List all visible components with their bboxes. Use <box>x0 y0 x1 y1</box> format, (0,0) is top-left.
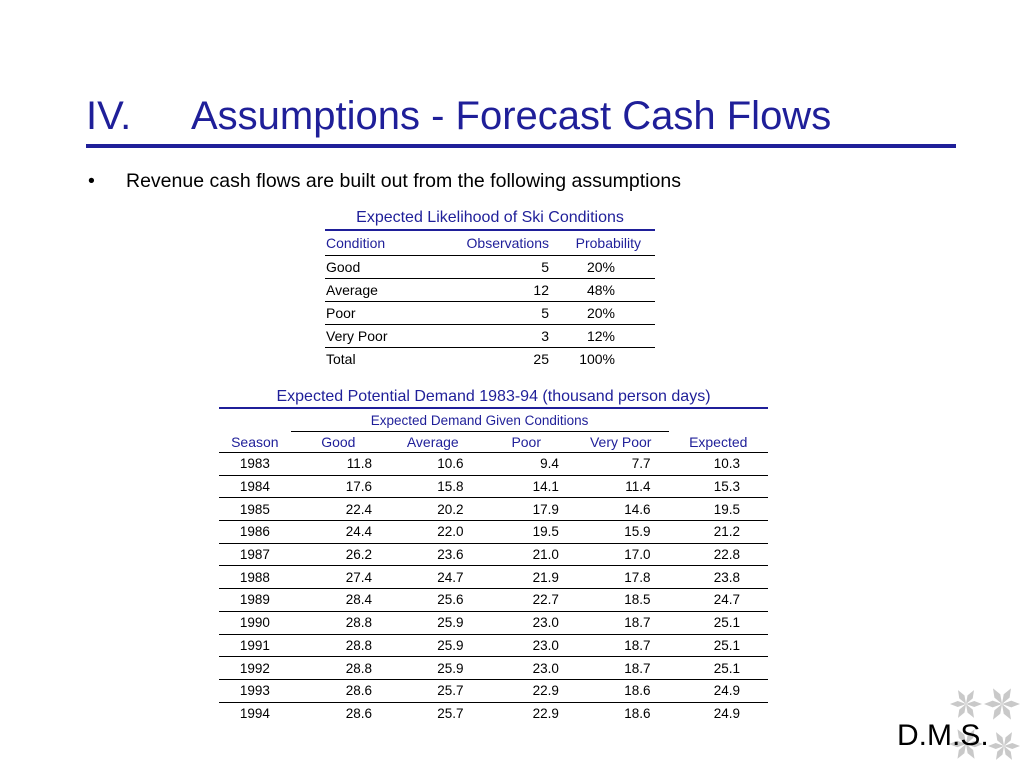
header-good: Good <box>291 432 386 453</box>
demand-table <box>219 386 768 724</box>
demand-row <box>219 543 768 566</box>
expected-cell: 25.1 <box>669 634 768 657</box>
expected-cell: 15.3 <box>669 475 768 498</box>
header-season: Season <box>219 432 291 453</box>
slide-title <box>86 92 831 140</box>
expected-cell: 25.1 <box>669 611 768 634</box>
season-cell: 1984 <box>219 475 291 498</box>
good-cell: 28.6 <box>345 705 373 721</box>
good-cell: 28.4 <box>291 589 386 612</box>
condition-cell: Poor <box>325 302 436 325</box>
good-cell: 28.8 <box>291 611 386 634</box>
title-underline <box>86 144 956 148</box>
season-cell: 1987 <box>219 543 291 566</box>
demand-row <box>219 702 768 724</box>
poor-cell: 22.7 <box>480 589 573 612</box>
poor-cell: 19.5 <box>480 521 573 544</box>
likelihood-table <box>325 207 655 370</box>
group-header: Expected Demand Given Conditions <box>291 409 669 432</box>
observations-cell: 12 <box>436 279 549 302</box>
very-poor-cell: 17.0 <box>573 543 669 566</box>
observations-cell: 3 <box>436 325 549 348</box>
poor-cell: 21.0 <box>480 543 573 566</box>
very-poor-cell: 18.7 <box>573 611 669 634</box>
header-probability: Probability <box>549 231 655 256</box>
likelihood-caption: Expected Likelihood of Ski Conditions <box>325 207 655 231</box>
expected-cell: 22.8 <box>669 543 768 566</box>
poor-cell: 14.1 <box>480 475 573 498</box>
poor-cell: 22.9 <box>480 679 573 702</box>
good-cell: 28.8 <box>291 634 386 657</box>
expected-cell: 19.5 <box>669 498 768 521</box>
season-cell: 1983 <box>219 453 291 476</box>
season-cell: 1994 <box>239 705 270 721</box>
average-cell: 25.9 <box>386 611 480 634</box>
bullet-point <box>88 170 681 193</box>
very-poor-cell: 18.6 <box>573 679 669 702</box>
average-cell: 25.6 <box>386 589 480 612</box>
very-poor-cell: 18.6 <box>624 705 651 721</box>
header-very-poor: Very Poor <box>573 432 669 453</box>
good-cell: 28.8 <box>291 657 386 680</box>
condition-cell: Very Poor <box>325 325 436 348</box>
likelihood-row <box>325 279 655 302</box>
demand-row <box>219 521 768 544</box>
very-poor-cell: 11.4 <box>573 475 669 498</box>
good-cell: 26.2 <box>291 543 386 566</box>
season-cell: 1986 <box>219 521 291 544</box>
average-cell: 22.0 <box>386 521 480 544</box>
demand-caption: Expected Potential Demand 1983-94 (thousand person days) <box>219 386 768 409</box>
season-cell: 1989 <box>219 589 291 612</box>
likelihood-row <box>325 302 655 325</box>
bullet-text: Revenue cash flows are built out from the following assumptions <box>126 170 681 192</box>
average-cell: 25.7 <box>437 705 464 721</box>
demand-row <box>219 611 768 634</box>
poor-cell: 17.9 <box>480 498 573 521</box>
good-cell: 24.4 <box>291 521 386 544</box>
section-number: IV. <box>86 94 132 138</box>
season-cell: 1992 <box>219 657 291 680</box>
poor-cell: 23.0 <box>480 657 573 680</box>
observations-cell: 25 <box>533 351 549 367</box>
observations-cell: 5 <box>436 256 549 279</box>
season-cell: 1991 <box>219 634 291 657</box>
expected-cell: 24.9 <box>713 705 740 721</box>
poor-cell: 23.0 <box>480 634 573 657</box>
very-poor-cell: 18.5 <box>573 589 669 612</box>
very-poor-cell: 18.7 <box>573 657 669 680</box>
very-poor-cell: 17.8 <box>573 566 669 589</box>
demand-row <box>219 453 768 476</box>
demand-row <box>219 657 768 680</box>
bullet-marker: • <box>88 170 95 192</box>
header-condition: Condition <box>325 231 436 256</box>
poor-cell: 21.9 <box>480 566 573 589</box>
expected-cell: 21.2 <box>669 521 768 544</box>
average-cell: 15.8 <box>386 475 480 498</box>
very-poor-cell: 7.7 <box>573 453 669 476</box>
average-cell: 24.7 <box>386 566 480 589</box>
condition-cell: Total <box>326 351 356 367</box>
good-cell: 27.4 <box>291 566 386 589</box>
expected-cell: 25.1 <box>669 657 768 680</box>
average-cell: 23.6 <box>386 543 480 566</box>
season-cell: 1990 <box>219 611 291 634</box>
average-cell: 25.9 <box>386 634 480 657</box>
header-expected: Expected <box>669 432 768 453</box>
very-poor-cell: 15.9 <box>573 521 669 544</box>
good-cell: 17.6 <box>291 475 386 498</box>
observations-cell: 5 <box>436 302 549 325</box>
expected-cell: 10.3 <box>669 453 768 476</box>
probability-cell: 20% <box>549 256 655 279</box>
header-average: Average <box>386 432 480 453</box>
good-cell: 11.8 <box>291 453 386 476</box>
probability-cell: 12% <box>549 325 655 348</box>
brand-label: D.M.S. <box>897 719 989 752</box>
expected-cell: 24.9 <box>669 679 768 702</box>
average-cell: 10.6 <box>386 453 480 476</box>
demand-header-row <box>219 432 768 453</box>
demand-group-row <box>219 409 768 432</box>
likelihood-header-row <box>325 231 655 256</box>
poor-cell: 9.4 <box>480 453 573 476</box>
poor-cell: 23.0 <box>480 611 573 634</box>
demand-row <box>219 475 768 498</box>
condition-cell: Average <box>325 279 436 302</box>
title-text: Assumptions - Forecast Cash Flows <box>191 94 832 138</box>
good-cell: 28.6 <box>291 679 386 702</box>
probability-cell: 20% <box>549 302 655 325</box>
expected-cell: 24.7 <box>669 589 768 612</box>
probability-cell: 48% <box>549 279 655 302</box>
good-cell: 22.4 <box>291 498 386 521</box>
likelihood-row <box>325 325 655 348</box>
demand-row <box>219 498 768 521</box>
very-poor-cell: 18.7 <box>573 634 669 657</box>
poor-cell: 22.9 <box>532 705 559 721</box>
likelihood-row <box>325 348 655 371</box>
header-poor: Poor <box>480 432 573 453</box>
average-cell: 25.7 <box>386 679 480 702</box>
demand-row <box>219 589 768 612</box>
season-cell: 1985 <box>219 498 291 521</box>
probability-cell: 100% <box>579 351 615 367</box>
condition-cell: Good <box>325 256 436 279</box>
season-cell: 1988 <box>219 566 291 589</box>
demand-row <box>219 634 768 657</box>
demand-row <box>219 566 768 589</box>
expected-cell: 23.8 <box>669 566 768 589</box>
average-cell: 20.2 <box>386 498 480 521</box>
likelihood-row <box>325 256 655 279</box>
header-observations: Observations <box>436 231 549 256</box>
average-cell: 25.9 <box>386 657 480 680</box>
demand-row <box>219 679 768 702</box>
very-poor-cell: 14.6 <box>573 498 669 521</box>
season-cell: 1993 <box>219 679 291 702</box>
